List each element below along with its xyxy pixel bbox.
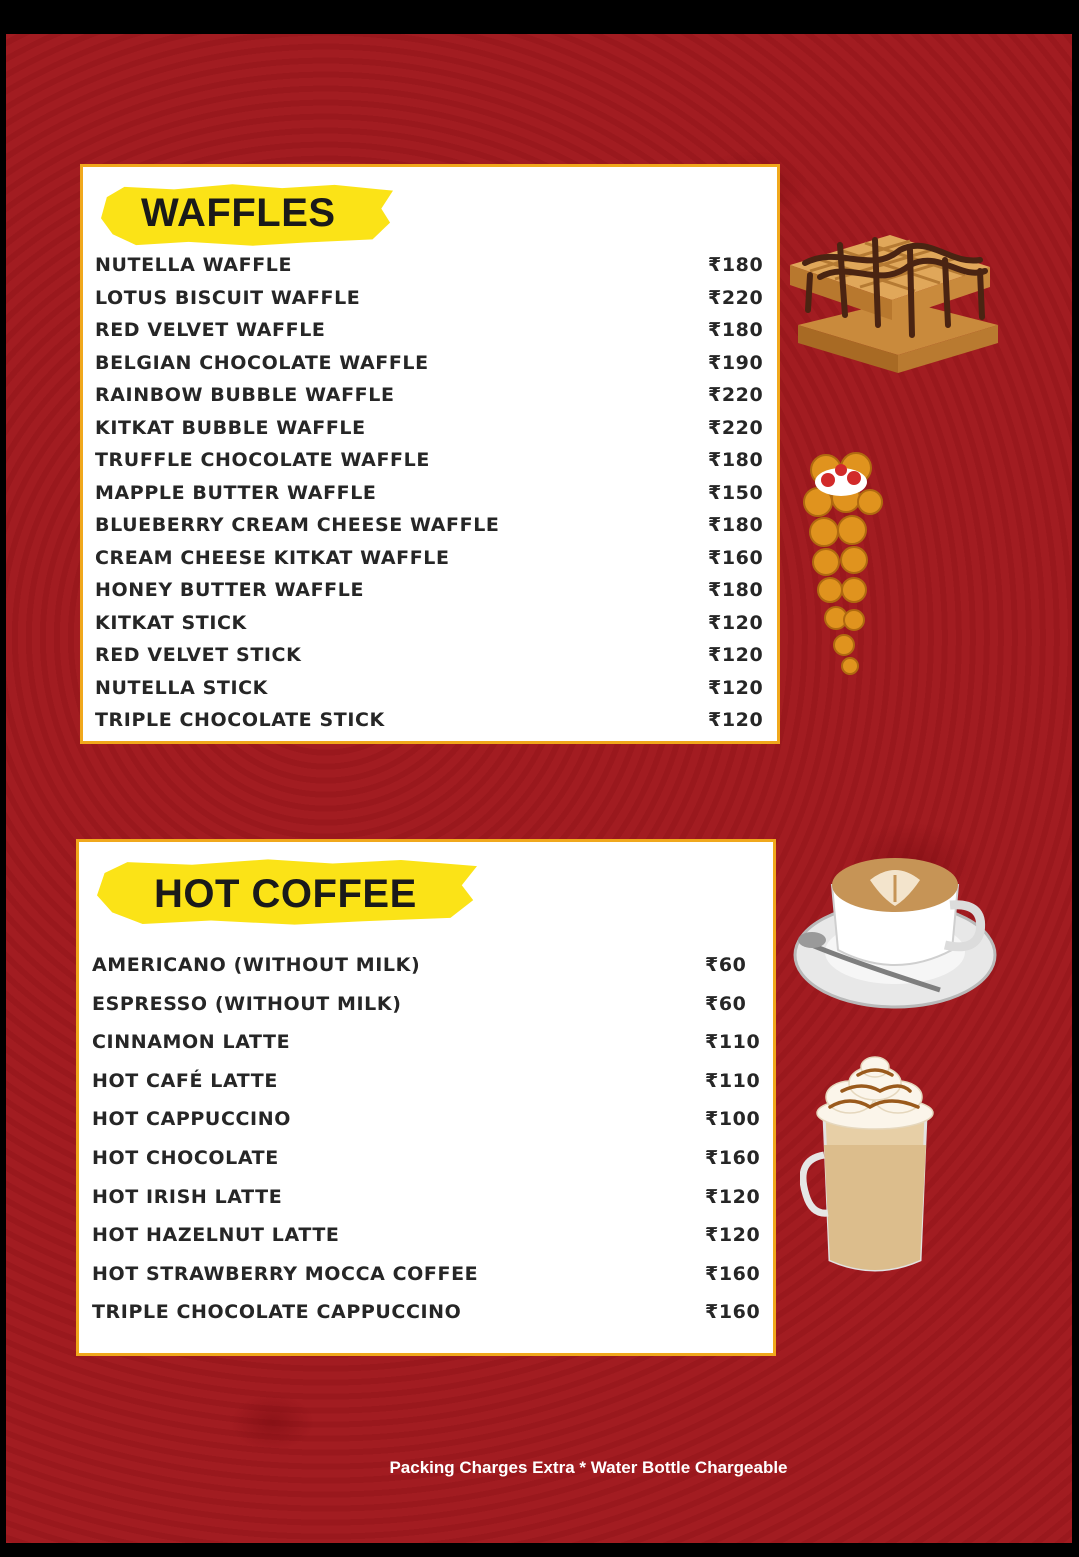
item-price: ₹190 — [708, 351, 764, 374]
item-name: HOT HAZELNUT LATTE — [92, 1224, 340, 1247]
item-price: ₹120 — [705, 1224, 761, 1247]
bubble-waffle-cone-icon — [796, 430, 886, 680]
whipped-latte-glass-icon — [800, 1055, 950, 1285]
item-name: NUTELLA STICK — [95, 676, 268, 699]
footer-note: Packing Charges Extra * Water Bottle Chargeable — [389, 1458, 788, 1477]
item-price: ₹60 — [705, 992, 747, 1015]
item-name: BLUEBERRY CREAM CHEESE WAFFLE — [95, 514, 500, 536]
item-name: HOT IRISH LATTE — [92, 1185, 283, 1208]
item-name: TRIPLE CHOCOLATE STICK — [95, 709, 385, 731]
item-price: ₹160 — [705, 1262, 761, 1285]
item-name: AMERICANO (WITHOUT MILK) — [92, 954, 421, 976]
item-price: ₹180 — [708, 254, 764, 276]
item-price: ₹100 — [705, 1108, 761, 1131]
item-name: ESPRESSO (WITHOUT MILK) — [92, 992, 402, 1015]
item-price: ₹110 — [705, 1031, 761, 1054]
item-price: ₹220 — [708, 286, 764, 309]
waffles-section — [80, 164, 780, 744]
item-price: ₹120 — [708, 676, 764, 699]
item-price: ₹120 — [708, 644, 764, 666]
item-name: HOT CAPPUCCINO — [92, 1108, 291, 1131]
item-name: HOT CAFÉ LATTE — [92, 1069, 278, 1092]
item-price: ₹120 — [705, 1185, 761, 1208]
item-name: CREAM CHEESE KITKAT WAFFLE — [95, 546, 450, 569]
item-price: ₹180 — [708, 514, 764, 536]
item-price: ₹160 — [708, 546, 764, 569]
item-name: KITKAT BUBBLE WAFFLE — [95, 416, 366, 439]
item-name: TRUFFLE CHOCOLATE WAFFLE — [95, 449, 430, 471]
item-name: MAPPLE BUTTER WAFFLE — [95, 481, 377, 504]
item-price: ₹180 — [708, 449, 764, 471]
item-price: ₹160 — [705, 1147, 761, 1169]
hot-coffee-section — [76, 839, 776, 1356]
item-price: ₹220 — [708, 416, 764, 439]
item-price: ₹180 — [708, 319, 764, 341]
item-price: ₹120 — [708, 709, 764, 731]
item-name: KITKAT STICK — [95, 611, 247, 634]
item-name: HOT CHOCOLATE — [92, 1147, 279, 1169]
item-name: RED VELVET STICK — [95, 644, 302, 666]
item-name: TRIPLE CHOCOLATE CAPPUCCINO — [92, 1301, 462, 1324]
item-name: HOT STRAWBERRY MOCCA COFFEE — [92, 1262, 479, 1285]
item-name: HONEY BUTTER WAFFLE — [95, 579, 365, 601]
item-name: BELGIAN CHOCOLATE WAFFLE — [95, 351, 429, 374]
item-name: RED VELVET WAFFLE — [95, 319, 326, 341]
item-price: ₹220 — [708, 384, 764, 406]
cappuccino-cup-icon — [790, 840, 1000, 1020]
waffle-stack-icon — [780, 205, 1010, 385]
item-price: ₹110 — [705, 1069, 761, 1092]
section-title: WAFFLES — [141, 191, 336, 235]
item-price: ₹160 — [705, 1301, 761, 1324]
item-name: LOTUS BISCUIT WAFFLE — [95, 286, 361, 309]
item-price: ₹180 — [708, 579, 764, 601]
item-price: ₹60 — [705, 954, 747, 976]
item-name: RAINBOW BUBBLE WAFFLE — [95, 384, 395, 406]
item-price: ₹120 — [708, 611, 764, 634]
item-price: ₹150 — [708, 481, 764, 504]
section-title: HOT COFFEE — [154, 872, 417, 916]
item-name: NUTELLA WAFFLE — [95, 254, 293, 276]
item-name: CINNAMON LATTE — [92, 1031, 291, 1054]
